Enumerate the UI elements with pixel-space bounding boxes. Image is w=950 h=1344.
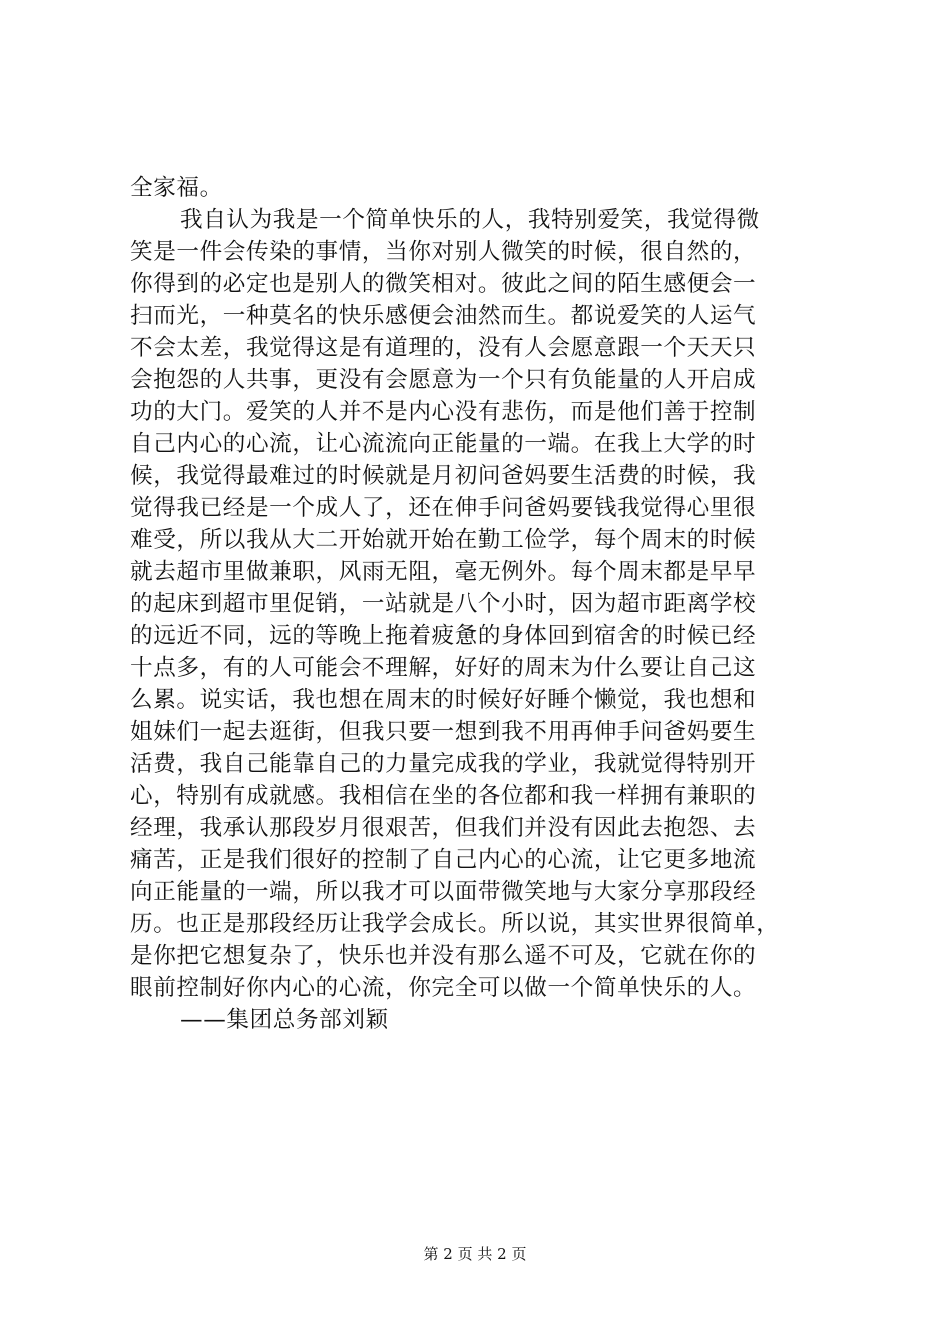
text-line: 痛苦，正是我们很好的控制了自己内心的心流，让它更多地流: [130, 847, 757, 873]
text-line: 候，我觉得最难过的时候就是月初问爸妈要生活费的时候，我: [130, 463, 757, 489]
text-line: 是你把它想复杂了，快乐也并没有那么遥不可及，它就在你的: [130, 943, 757, 969]
text-line: 功的大门。爱笑的人并不是内心没有悲伤，而是他们善于控制: [130, 399, 757, 425]
text-line: 会抱怨的人共事，更没有会愿意为一个只有负能量的人开启成: [130, 367, 757, 393]
text-line: 活费，我自己能靠自己的力量完成我的学业，我就觉得特别开: [130, 751, 757, 777]
text-line: 么累。说实话，我也想在周末的时候好好睡个懒觉，我也想和: [130, 687, 757, 713]
signature-line: ——集团总务部刘颖: [180, 1007, 389, 1033]
text-line: 全家福。: [130, 175, 223, 201]
text-line: 心，特别有成就感。我相信在坐的各位都和我一样拥有兼职的: [130, 783, 757, 809]
text-line: 扫而光，一种莫名的快乐感便会油然而生。都说爱笑的人运气: [130, 303, 757, 329]
body-text: [130, 172, 830, 1036]
text-line: 向正能量的一端，所以我才可以面带微笑地与大家分享那段经: [130, 879, 757, 905]
text-line: 就去超市里做兼职，风雨无阻，毫无例外。每个周末都是早早: [130, 559, 757, 585]
paragraph-first-line: 我自认为我是一个简单快乐的人，我特别爱笑，我觉得微: [180, 207, 760, 233]
text-line: 十点多，有的人可能会不理解，好好的周末为什么要让自己这: [130, 655, 757, 681]
text-line: 的起床到超市里促销，一站就是八个小时，因为超市距离学校: [130, 591, 757, 617]
text-line: 历。也正是那段经历让我学会成长。所以说，其实世界很简单，: [130, 911, 780, 937]
text-line: 经理，我承认那段岁月很艰苦，但我们并没有因此去抱怨、去: [130, 815, 757, 841]
page-number-footer: 第 2 页 共 2 页: [423, 1245, 527, 1263]
text-line: 不会太差，我觉得这是有道理的，没有人会愿意跟一个天天只: [130, 335, 757, 361]
text-line: 你得到的必定也是别人的微笑相对。彼此之间的陌生感便会一: [130, 271, 757, 297]
text-line: 的远近不同，远的等晚上拖着疲惫的身体回到宿舍的时候已经: [130, 623, 757, 649]
text-line: 觉得我已经是一个成人了，还在伸手问爸妈要钱我觉得心里很: [130, 495, 757, 521]
text-line: 笑是一件会传染的事情，当你对别人微笑的时候，很自然的，: [130, 239, 757, 265]
text-line: 难受，所以我从大二开始就开始在勤工俭学，每个周末的时候: [130, 527, 757, 553]
text-line: 自己内心的心流，让心流流向正能量的一端。在我上大学的时: [130, 431, 757, 457]
text-line: 眼前控制好你内心的心流，你完全可以做一个简单快乐的人。: [130, 975, 757, 1001]
text-line: 姐妹们一起去逛街，但我只要一想到我不用再伸手问爸妈要生: [130, 719, 757, 745]
